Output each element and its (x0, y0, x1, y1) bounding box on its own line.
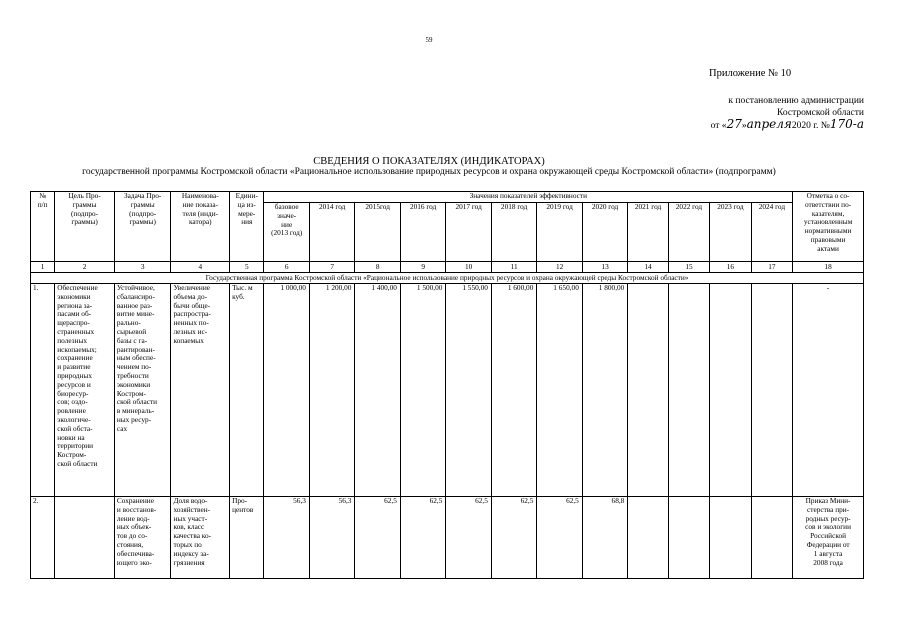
header-goal: Цель Про- граммы (подпро- граммы) (55, 192, 115, 262)
column-number: 13 (582, 262, 627, 273)
column-number: 17 (751, 262, 793, 273)
row-value (751, 284, 793, 497)
row-value: 1 550,00 (446, 284, 491, 497)
row-task: Устойчивое, сбалансиро- ванное раз- витие мине- рально- сырьевой базы с га- рантирован- ным обеспе- чением по- требности экономики Костром- ской области в минераль- ных ресур- сах (114, 284, 171, 497)
indicators-table (30, 191, 864, 579)
row-value: 1 800,00 (582, 284, 627, 497)
header-year: 2024 год (751, 203, 793, 262)
column-number: 14 (628, 262, 668, 273)
header-year: 2016 год (400, 203, 445, 262)
row-value: 62,5 (491, 497, 536, 579)
header-year: 2018 год (491, 203, 536, 262)
decree-day: 27 (726, 117, 742, 131)
column-number: 1 (31, 262, 55, 273)
column-number: 12 (537, 262, 582, 273)
column-number: 6 (264, 262, 309, 273)
header-year: 2017 год (446, 203, 491, 262)
row-value: 68,8 (582, 497, 627, 579)
page-number: 59 (425, 36, 433, 44)
column-number: 3 (114, 262, 171, 273)
row-value: 1 000,00 (264, 284, 309, 497)
row-value: 1 200,00 (309, 284, 354, 497)
document-title: СВЕДЕНИЯ О ПОКАЗАТЕЛЯХ (ИНДИКАТОРАХ) (313, 156, 545, 167)
column-number: 2 (55, 262, 115, 273)
decree-date-line (668, 119, 864, 133)
row-value (628, 284, 668, 497)
column-number: 11 (491, 262, 536, 273)
row-value (668, 497, 709, 579)
row-value: 62,5 (537, 497, 582, 579)
row-goal (55, 497, 115, 579)
row-value: 62,5 (446, 497, 491, 579)
column-number: 16 (710, 262, 751, 273)
table-row (31, 497, 864, 579)
header-unit: Едини- ца из- мере- ния (230, 192, 264, 262)
column-number: 4 (171, 262, 230, 273)
header-num: № п/п (31, 192, 55, 262)
row-unit: Про- центов (230, 497, 264, 579)
decree-line-1: к постановлению администрации (728, 96, 864, 106)
decree-number: 170-а (829, 117, 864, 131)
header-indicator-name: Наименова- ние показа- теля (инди- катора) (171, 192, 230, 262)
row-value (628, 497, 668, 579)
header-year: 2021 год (628, 203, 668, 262)
document-subtitle: государственной программы Костромской области «Рациональное использование природных ресурсов и охрана окружающей среды Костромской области» (подпрограмм) (82, 167, 776, 177)
header-year: 2014 год (309, 203, 354, 262)
column-number: 15 (668, 262, 709, 273)
row-value: 1 600,00 (491, 284, 536, 497)
header-values-group: Значения показателей эффективности (264, 192, 793, 203)
table-row (31, 284, 864, 497)
header-note: Отметка о со- ответствии по- казателям, установленным нормативными правовыми актами (793, 192, 864, 262)
row-value: 56,3 (309, 497, 354, 579)
appendix-label: Приложение № 10 (709, 68, 792, 79)
row-value: 62,5 (400, 497, 445, 579)
row-value: 56,3 (264, 497, 309, 579)
header-year: 2023 год (710, 203, 751, 262)
header-year: 2022 год (668, 203, 709, 262)
row-value: 1 400,00 (355, 284, 400, 497)
header-year: 2015год (355, 203, 400, 262)
header-year: 2020 год (582, 203, 627, 262)
decree-line-2: Костромской области (777, 107, 864, 118)
program-title: Государственная программа Костромской области «Рациональное использование природных ресурсов и охрана окружающей среды Костромской области» (31, 273, 864, 284)
decree-close-quote: » (741, 121, 747, 131)
row-indicator-name: Доля водо- хозяйствен- ных участ- ков, класс качества ко- торых по индексу за- грязнения (171, 497, 230, 579)
row-goal: Обеспечение экономики региона за- пасами об- щераспро- страненных полезных ископаемых; сохранение и развитие природных ресурсов и биоресур- сов; оздо- ровление экологиче- ской обста- новки на территории Костром- ской области (55, 284, 115, 497)
decree-month: апреля (746, 117, 792, 131)
column-number: 10 (446, 262, 491, 273)
row-value: 1 650,00 (537, 284, 582, 497)
column-number: 5 (230, 262, 264, 273)
column-numbers-row (31, 262, 864, 273)
column-number: 7 (309, 262, 354, 273)
decree-year: 2020 г. № (791, 121, 830, 131)
row-value: 62,5 (355, 497, 400, 579)
program-row (31, 273, 864, 284)
row-unit: Тыс. м куб. (230, 284, 264, 497)
header-base-year: базовое значе- ние (2013 год) (264, 203, 309, 262)
row-value (710, 497, 751, 579)
row-num: 2. (31, 497, 55, 579)
row-value (710, 284, 751, 497)
row-num: 1. (31, 284, 55, 497)
row-value (668, 284, 709, 497)
header-task: Задача Про- граммы (подпро- граммы) (114, 192, 171, 262)
row-indicator-name: Увеличение объема до- бычи обще- распростра- ненных по- лезных ис- копаемых (171, 284, 230, 497)
header-row-group (31, 192, 864, 203)
column-number: 18 (793, 262, 864, 273)
column-number: 9 (400, 262, 445, 273)
decree-from: от « (710, 121, 727, 131)
column-number: 8 (355, 262, 400, 273)
row-task: Сохранение и восстанов- ление вод- ных объек- тов до со- стояния, обеспечива- ющего эко- (114, 497, 171, 579)
row-note: - (793, 284, 864, 497)
header-year: 2019 год (537, 203, 582, 262)
row-value (751, 497, 793, 579)
row-value: 1 500,00 (400, 284, 445, 497)
decree-reference (668, 96, 864, 133)
row-note: Приказ Мини- стерства при- родных ресур- сов и экологии Российской Федерации от 1 августа 2008 года (793, 497, 864, 579)
